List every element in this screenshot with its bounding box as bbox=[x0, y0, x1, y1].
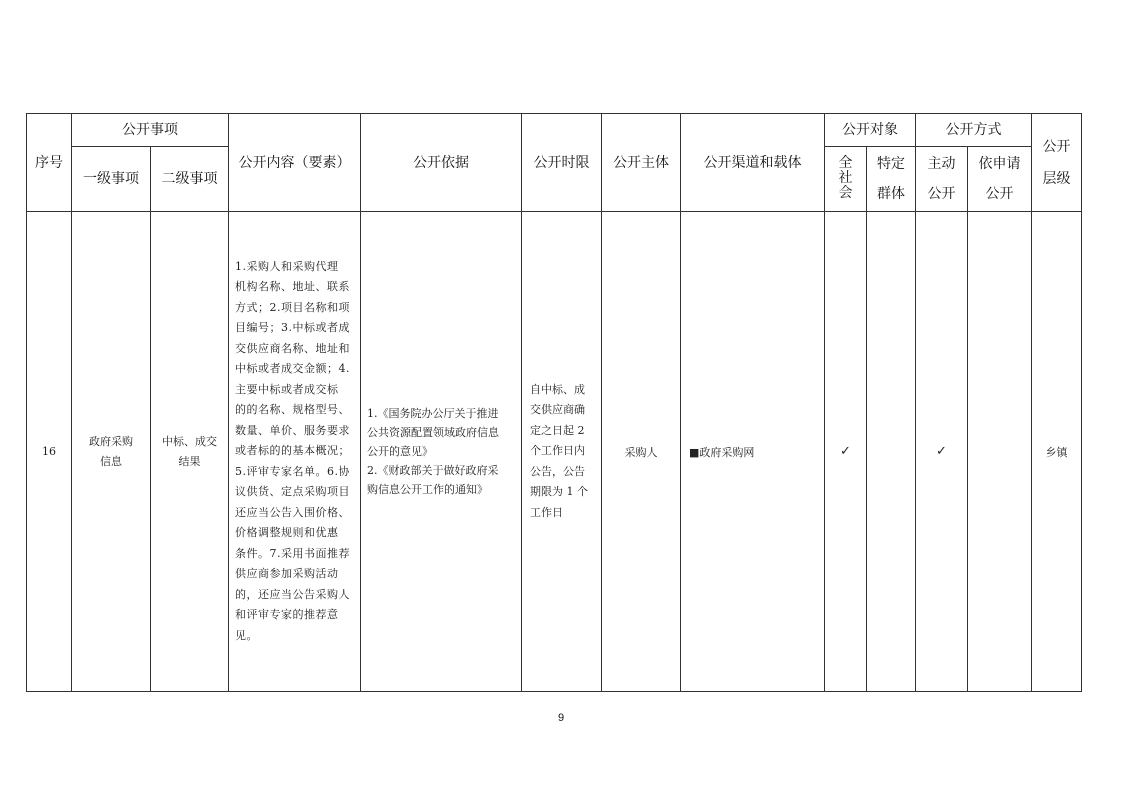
header-content: 公开内容（要素） bbox=[229, 114, 361, 212]
basis-line: 2.《财政部关于做好政府采 bbox=[367, 464, 499, 477]
content-line: 中标或者成交金额；4. bbox=[235, 362, 350, 376]
header-channel: 公开渠道和载体 bbox=[681, 114, 825, 212]
header-basis: 公开依据 bbox=[361, 114, 522, 212]
content-line: 或者标的的基本概况； bbox=[235, 444, 350, 458]
basis-line: 1.《国务院办公厅关于推进 bbox=[367, 407, 499, 420]
content-line: 方式；2.项目名称和项 bbox=[235, 300, 350, 314]
basis-line: 购信息公开工作的通知》 bbox=[367, 483, 488, 496]
time-limit-line: 个工作日内 bbox=[530, 444, 585, 458]
cell-subject: 采购人 bbox=[602, 212, 681, 692]
header-time-limit: 公开时限 bbox=[522, 114, 602, 212]
cell-level1-line: 政府采购 bbox=[89, 434, 133, 448]
cell-basis bbox=[361, 212, 522, 692]
header-level2: 二级事项 bbox=[151, 147, 229, 212]
header-target-all-label: 全社会 bbox=[838, 154, 853, 201]
cell-method-active-check: ✓ bbox=[916, 212, 968, 692]
time-limit-line: 公告，公告 bbox=[530, 464, 585, 478]
header-items-group: 公开事项 bbox=[72, 114, 229, 147]
header-method-request-line1: 依申请 bbox=[978, 156, 1021, 172]
header-target-all bbox=[825, 147, 867, 212]
content-line: 和评审专家的推荐意 bbox=[235, 608, 339, 622]
time-limit-line: 期限为 1 个 bbox=[530, 485, 588, 499]
content-line: 供应商参加采购活动 bbox=[235, 567, 339, 581]
cell-level2 bbox=[151, 212, 229, 692]
time-limit-line: 定之日起 2 bbox=[530, 423, 585, 437]
header-subject: 公开主体 bbox=[602, 114, 681, 212]
content-line: 议供货、定点采购项目 bbox=[235, 485, 350, 499]
content-line: 目编号；3.中标或者成 bbox=[235, 321, 350, 335]
content-line: 还应当公告入围价格、 bbox=[235, 505, 350, 519]
header-method-active-line2: 公开 bbox=[927, 186, 956, 202]
basis-line: 公开的意见》 bbox=[367, 445, 433, 458]
cell-target-specific-check bbox=[867, 212, 916, 692]
disclosure-table bbox=[26, 113, 1082, 692]
content-line: 的的名称、规格型号、 bbox=[235, 403, 350, 417]
header-level-line2: 层级 bbox=[1042, 170, 1071, 187]
header-target-specific bbox=[867, 147, 916, 212]
basis-line: 公共资源配置领域政府信息 bbox=[367, 426, 499, 439]
time-limit-line: 自中标、成 bbox=[530, 382, 585, 396]
page-number: 9 bbox=[557, 712, 565, 724]
time-limit-line: 交供应商确 bbox=[530, 403, 585, 417]
header-method-active-line1: 主动 bbox=[927, 156, 956, 172]
cell-method-request-check bbox=[968, 212, 1032, 692]
header-target-specific-line2: 群体 bbox=[877, 186, 905, 202]
table-row bbox=[27, 212, 1082, 692]
cell-channel: ■政府采购网 bbox=[681, 212, 825, 692]
content-line: 的，还应当公告采购人 bbox=[235, 587, 350, 601]
content-line: 机构名称、地址、联系 bbox=[235, 280, 350, 294]
header-level1: 一级事项 bbox=[72, 147, 151, 212]
cell-level2-line: 结果 bbox=[178, 454, 201, 468]
header-seq: 序号 bbox=[27, 114, 72, 212]
cell-content bbox=[229, 212, 361, 692]
header-method-active bbox=[916, 147, 968, 212]
content-line: 5.评审专家名单。6.协 bbox=[235, 464, 350, 478]
header-method-group: 公开方式 bbox=[916, 114, 1032, 147]
cell-time-limit bbox=[522, 212, 602, 692]
content-line: 主要中标或者成交标 bbox=[235, 382, 339, 396]
cell-target-all-check: ✓ bbox=[825, 212, 867, 692]
header-target-group: 公开对象 bbox=[825, 114, 916, 147]
content-line: 数量、单价、服务要求 bbox=[235, 423, 350, 437]
header-method-request bbox=[968, 147, 1032, 212]
content-line: 见。 bbox=[235, 628, 258, 642]
header-level bbox=[1032, 114, 1082, 212]
cell-level1-line: 信息 bbox=[100, 454, 122, 468]
cell-seq: 16 bbox=[27, 212, 72, 692]
content-line: 条件。7.采用书面推荐 bbox=[235, 546, 350, 560]
time-limit-line: 工作日 bbox=[530, 505, 563, 519]
header-method-request-line2: 公开 bbox=[985, 186, 1014, 202]
cell-level: 乡镇 bbox=[1032, 212, 1082, 692]
header-level-line1: 公开 bbox=[1042, 138, 1071, 155]
content-line: 1.采购人和采购代理 bbox=[235, 259, 339, 273]
content-line: 交供应商名称、地址和 bbox=[235, 341, 350, 355]
cell-level2-line: 中标、成交 bbox=[162, 434, 217, 448]
header-target-specific-line1: 特定 bbox=[877, 156, 905, 172]
cell-level1 bbox=[72, 212, 151, 692]
content-line: 价格调整规则和优惠 bbox=[235, 526, 339, 540]
